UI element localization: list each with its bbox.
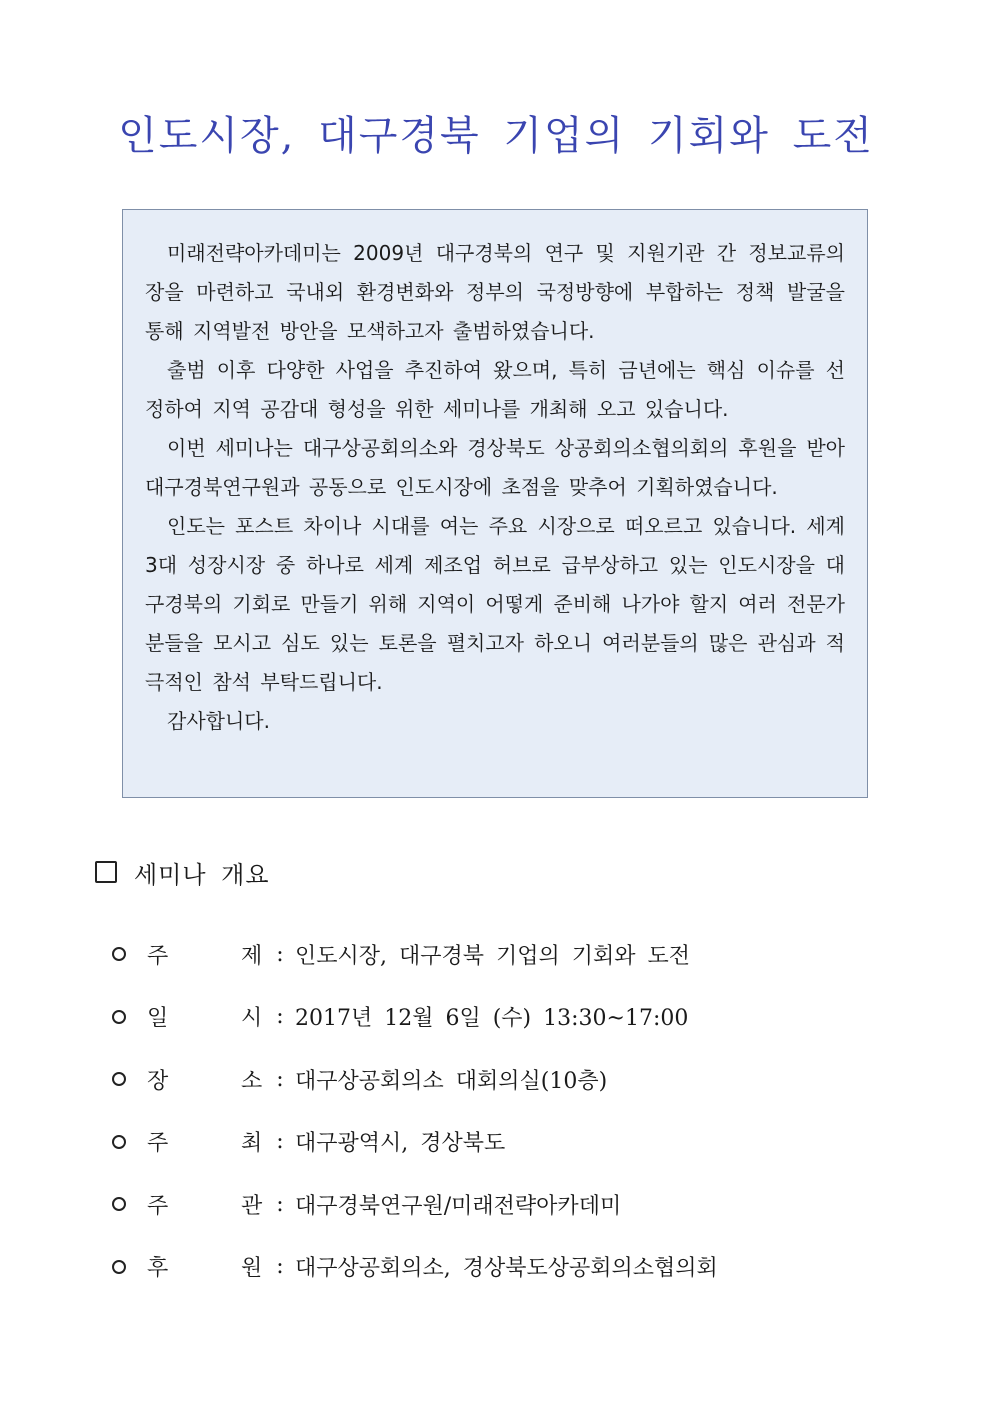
item-label-first: 주 <box>147 943 169 969</box>
item-colon: : <box>276 1004 284 1030</box>
overview-item-organizer <box>112 1173 872 1236</box>
overview-list <box>112 923 872 1298</box>
circle-bullet-icon <box>112 947 126 961</box>
circle-bullet-icon <box>112 1197 126 1211</box>
item-value: 대구경북연구원/미래전략아카데미 <box>295 1193 622 1219</box>
circle-bullet-icon <box>112 1135 126 1149</box>
item-label-first: 장 <box>147 1068 169 1094</box>
item-value: 2017년 12월 6일 (수) 13:30~17:00 <box>295 1006 689 1032</box>
item-label-last: 원 <box>241 1256 263 1282</box>
page-title: 인도시장, 대구경북 기업의 기회와 도전 <box>118 113 874 159</box>
item-label-first: 주 <box>147 1193 169 1219</box>
overview-heading-label: 세미나 개요 <box>134 860 270 889</box>
overview-item-venue <box>112 1048 872 1111</box>
item-colon: : <box>276 1129 284 1155</box>
intro-paragraph: 출범 이후 다양한 사업을 추진하여 왔으며, 특히 금년에는 핵심 이슈를 선정하여 지역 공감대 형성을 위한 세미나를 개최해 오고 있습니다. <box>145 358 845 421</box>
intro-paragraph: 미래전략아카데미는 2009년 대구경북의 연구 및 지원기관 간 정보교류의 장을 마련하고 국내외 환경변화와 정부의 국정방향에 부합하는 정책 발굴을 통해 지역발전 방안을 모색하고자 출범하였습니다. <box>145 241 845 343</box>
circle-bullet-icon <box>112 1260 126 1274</box>
item-label-last: 관 <box>241 1193 263 1219</box>
intro-paragraph: 인도는 포스트 차이나 시대를 여는 주요 시장으로 떠오르고 있습니다. 세계 3대 성장시장 중 하나로 세계 제조업 허브로 급부상하고 있는 인도시장을 대구경북의 기회로 만들기 위해 지역이 어떻게 준비해 나가야 할지 여러 전문가 분들을 모시고 심도 있는 토론을 펼치고자 하오니 여러분들의 많은 관심과 적극적인 참석 부탁드립니다. <box>145 514 845 694</box>
item-label-last: 소 <box>241 1068 263 1094</box>
overview-item-theme <box>112 923 872 986</box>
overview-item-sponsor <box>112 1236 872 1299</box>
intro-paragraph: 이번 세미나는 대구상공회의소와 경상북도 상공회의소협의회의 후원을 받아 대구경북연구원과 공동으로 인도시장에 초점을 맞추어 기획하였습니다. <box>145 436 845 499</box>
item-colon: : <box>276 1066 284 1092</box>
square-bullet-icon <box>95 861 117 883</box>
overview-heading <box>95 850 270 894</box>
overview-item-host <box>112 1111 872 1174</box>
item-label-last: 시 <box>241 1006 263 1032</box>
item-label-last: 최 <box>241 1131 263 1157</box>
item-value: 인도시장, 대구경북 기업의 기회와 도전 <box>295 943 690 969</box>
intro-box <box>122 209 868 798</box>
item-colon: : <box>276 1254 284 1280</box>
circle-bullet-icon <box>112 1010 126 1024</box>
circle-bullet-icon <box>112 1072 126 1086</box>
item-label-first: 주 <box>147 1131 169 1157</box>
item-colon: : <box>276 941 284 967</box>
item-value: 대구광역시, 경상북도 <box>295 1131 506 1157</box>
item-colon: : <box>276 1191 284 1217</box>
item-label-last: 제 <box>241 943 263 969</box>
item-label-first: 일 <box>147 1006 169 1032</box>
overview-item-datetime <box>112 986 872 1049</box>
intro-paragraph: 감사합니다. <box>167 709 270 733</box>
item-value: 대구상공회의소 대회의실(10층) <box>295 1068 608 1094</box>
item-label-first: 후 <box>147 1256 169 1282</box>
item-value: 대구상공회의소, 경상북도상공회의소협의회 <box>295 1256 718 1282</box>
